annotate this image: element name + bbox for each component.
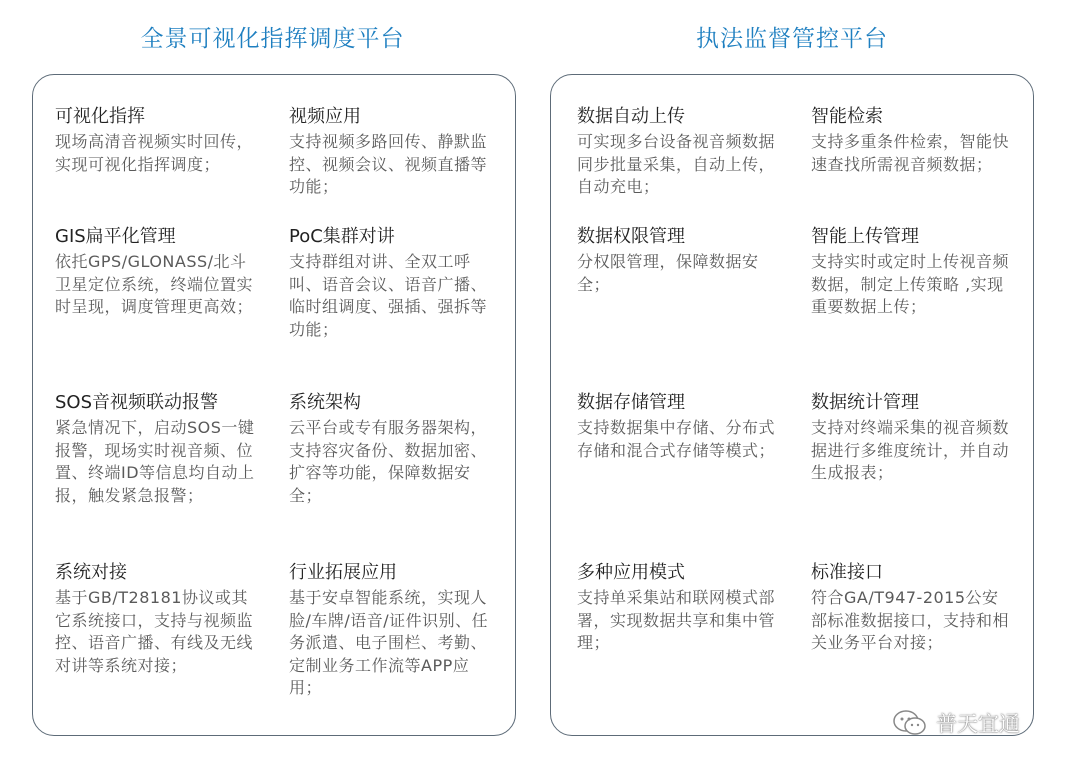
item-title: 可视化指挥 (55, 106, 145, 127)
item-title: 数据存储管理 (577, 392, 685, 413)
item-desc: 支持对终端采集的视音频数据进行多维度统计，并自动生成报表； (811, 418, 1010, 482)
item-title: 数据统计管理 (811, 392, 919, 413)
right-panel (550, 74, 1034, 736)
item-title: 系统架构 (289, 392, 361, 413)
item-desc: 基于安卓智能系统，实现人脸/车牌/语音/证件识别、任务派遣、电子围栏、考勤、定制业务工作流等APP应用； (289, 588, 489, 697)
item-desc: 支持数据集中存储、分布式存储和混合式存储等模式； (577, 418, 776, 460)
feature-video-app (289, 105, 489, 199)
feature-visual-command (55, 105, 255, 176)
item-desc: 支持视频多路回传、静默监控、视频会议、视频直播等功能； (289, 132, 488, 196)
item-title: GIS扁平化管理 (55, 226, 176, 247)
item-title: SOS音视频联动报警 (55, 392, 219, 413)
item-desc: 依托GPS/GLONASS/北斗卫星定位系统，终端位置实时呈现，调度管理更高效； (55, 252, 254, 316)
item-desc: 分权限管理，保障数据安全； (577, 252, 759, 294)
feature-app-modes (577, 561, 777, 655)
item-title: 数据权限管理 (577, 226, 685, 247)
wechat-icon (892, 709, 928, 737)
item-title: 智能检索 (811, 106, 883, 127)
item-title: 多种应用模式 (577, 562, 685, 583)
item-desc: 云平台或专有服务器架构，支持容灾备份、数据加密、扩容等功能，保障数据安全； (289, 418, 488, 505)
item-title: 标准接口 (811, 562, 883, 583)
item-desc: 支持多重条件检索，智能快速查找所需视音频数据； (811, 132, 1010, 174)
item-desc: 基于GB/T28181协议或其它系统接口，支持与视频监控、语音广播、有线及无线对讲等系统对接； (55, 588, 254, 675)
feature-poc (289, 225, 489, 341)
item-desc: 紧急情况下，启动SOS一键报警，现场实时视音频、位置、终端ID等信息均自动上报，触发紧急报警； (55, 418, 255, 505)
feature-industry-app (289, 561, 489, 700)
feature-gis (55, 225, 255, 319)
item-desc: 可实现多台设备视音频数据同步批量采集，自动上传，自动充电； (577, 132, 776, 196)
item-desc: 支持群组对讲、全双工呼叫、语音会议、语音广播、临时组调度、强插、强拆等功能； (289, 252, 488, 339)
item-desc: 支持单采集站和联网模式部署，实现数据共享和集中管理； (577, 588, 776, 652)
watermark (892, 708, 1020, 738)
item-title: 视频应用 (289, 106, 361, 127)
feature-smart-search (811, 105, 1011, 176)
item-title: 智能上传管理 (811, 226, 919, 247)
feature-integration (55, 561, 255, 677)
left-panel (32, 74, 516, 736)
feature-sos (55, 391, 255, 507)
item-desc: 符合GA/T947-2015公安部标准数据接口，支持和相关业务平台对接； (811, 588, 1010, 652)
item-title: PoC集群对讲 (289, 226, 395, 247)
feature-standard-interface (811, 561, 1011, 655)
feature-smart-upload (811, 225, 1011, 319)
left-panel-title: 全景可视化指挥调度平台 (140, 26, 405, 52)
item-title: 行业拓展应用 (289, 562, 397, 583)
item-title: 数据自动上传 (577, 106, 685, 127)
item-title: 系统对接 (55, 562, 127, 583)
feature-auto-upload (577, 105, 777, 199)
feature-permission (577, 225, 777, 296)
item-desc: 支持实时或定时上传视音频数据，制定上传策略 ,实现重要数据上传； (811, 252, 1010, 316)
watermark-text: 普天宜通 (936, 712, 1020, 736)
feature-storage (577, 391, 777, 462)
feature-architecture (289, 391, 489, 507)
item-desc: 现场高清音视频实时回传，实现可视化指挥调度； (55, 132, 254, 174)
feature-statistics (811, 391, 1011, 485)
right-panel-title: 执法监督管控平台 (696, 26, 888, 52)
